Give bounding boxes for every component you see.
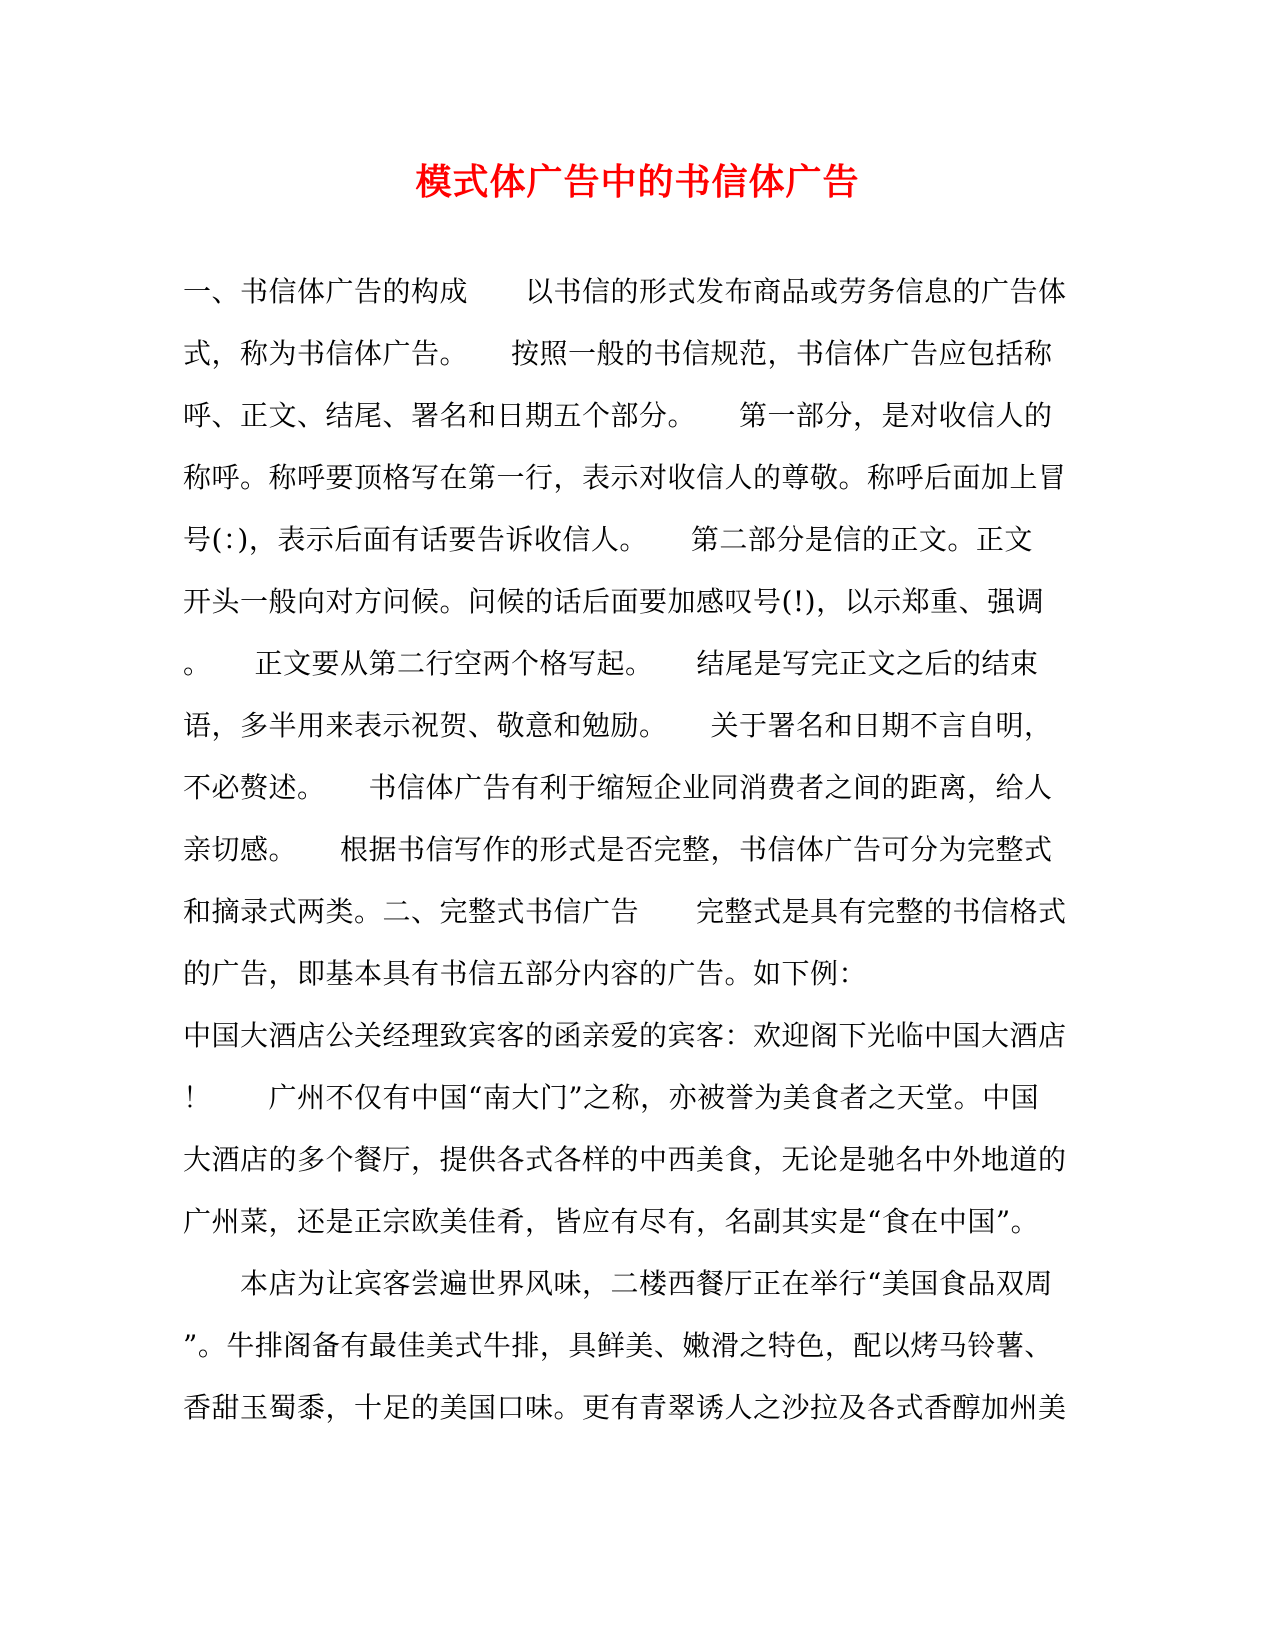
body-line-6: 开头一般向对方问候。问候的话后面要加感叹号(!)，以示郑重、强调 (183, 585, 1045, 618)
body-line-18: ”。牛排阁备有最佳美式牛排，具鲜美、嫩滑之特色，配以烤马铃薯、 (183, 1329, 1053, 1362)
body-line-5: 号(：)，表示后面有话要告诉收信人。 第二部分是信的正文。正文 (183, 523, 1033, 556)
document-title: 模式体广告中的书信体广告 (415, 161, 860, 203)
body-line-17: 本店为让宾客尝遍世界风味，二楼西餐厅正在举行“美国食品双周 (183, 1267, 1053, 1300)
body-line-2: 式，称为书信体广告。 按照一般的书信规范，书信体广告应包括称 (183, 337, 1053, 370)
body-line-4: 称呼。称呼要顶格写在第一行，表示对收信人的尊敬。称呼后面加上冒 (183, 461, 1067, 494)
body-line-12: 的广告，即基本具有书信五部分内容的广告。如下例： (183, 957, 868, 990)
body-line-11: 和摘录式两类。二、完整式书信广告 完整式是具有完整的书信格式 (183, 895, 1067, 928)
body-line-7: 。 正文要从第二行空两个格写起。 结尾是写完正文之后的结束 (183, 647, 1039, 680)
body-line-15: 大酒店的多个餐厅，提供各式各样的中西美食，无论是驰名中外地道的 (183, 1143, 1067, 1176)
body-line-13: 中国大酒店公关经理致宾客的函亲爱的宾客：欢迎阁下光临中国大酒店 (183, 1019, 1067, 1052)
body-line-16: 广州菜，还是正宗欧美佳肴，皆应有尽有，名副其实是“食在中国”。 (183, 1205, 1040, 1238)
body-line-3: 呼、正文、结尾、署名和日期五个部分。 第一部分，是对收信人的 (183, 399, 1053, 432)
body-line-1: 一、书信体广告的构成 以书信的形式发布商品或劳务信息的广告体 (183, 275, 1067, 308)
body-line-9: 不必赘述。 书信体广告有利于缩短企业同消费者之间的距离，给人 (183, 771, 1053, 804)
body-line-14: ！ 广州不仅有中国“南大门”之称，亦被誉为美食者之天堂。中国 (183, 1081, 1040, 1114)
body-line-8: 语，多半用来表示祝贺、敬意和勉励。 关于署名和日期不言自明， (183, 709, 1053, 742)
body-line-10: 亲切感。 根据书信写作的形式是否完整，书信体广告可分为完整式 (183, 833, 1053, 866)
body-line-19: 香甜玉蜀黍，十足的美国口味。更有青翠诱人之沙拉及各式香醇加州美 (183, 1391, 1067, 1424)
